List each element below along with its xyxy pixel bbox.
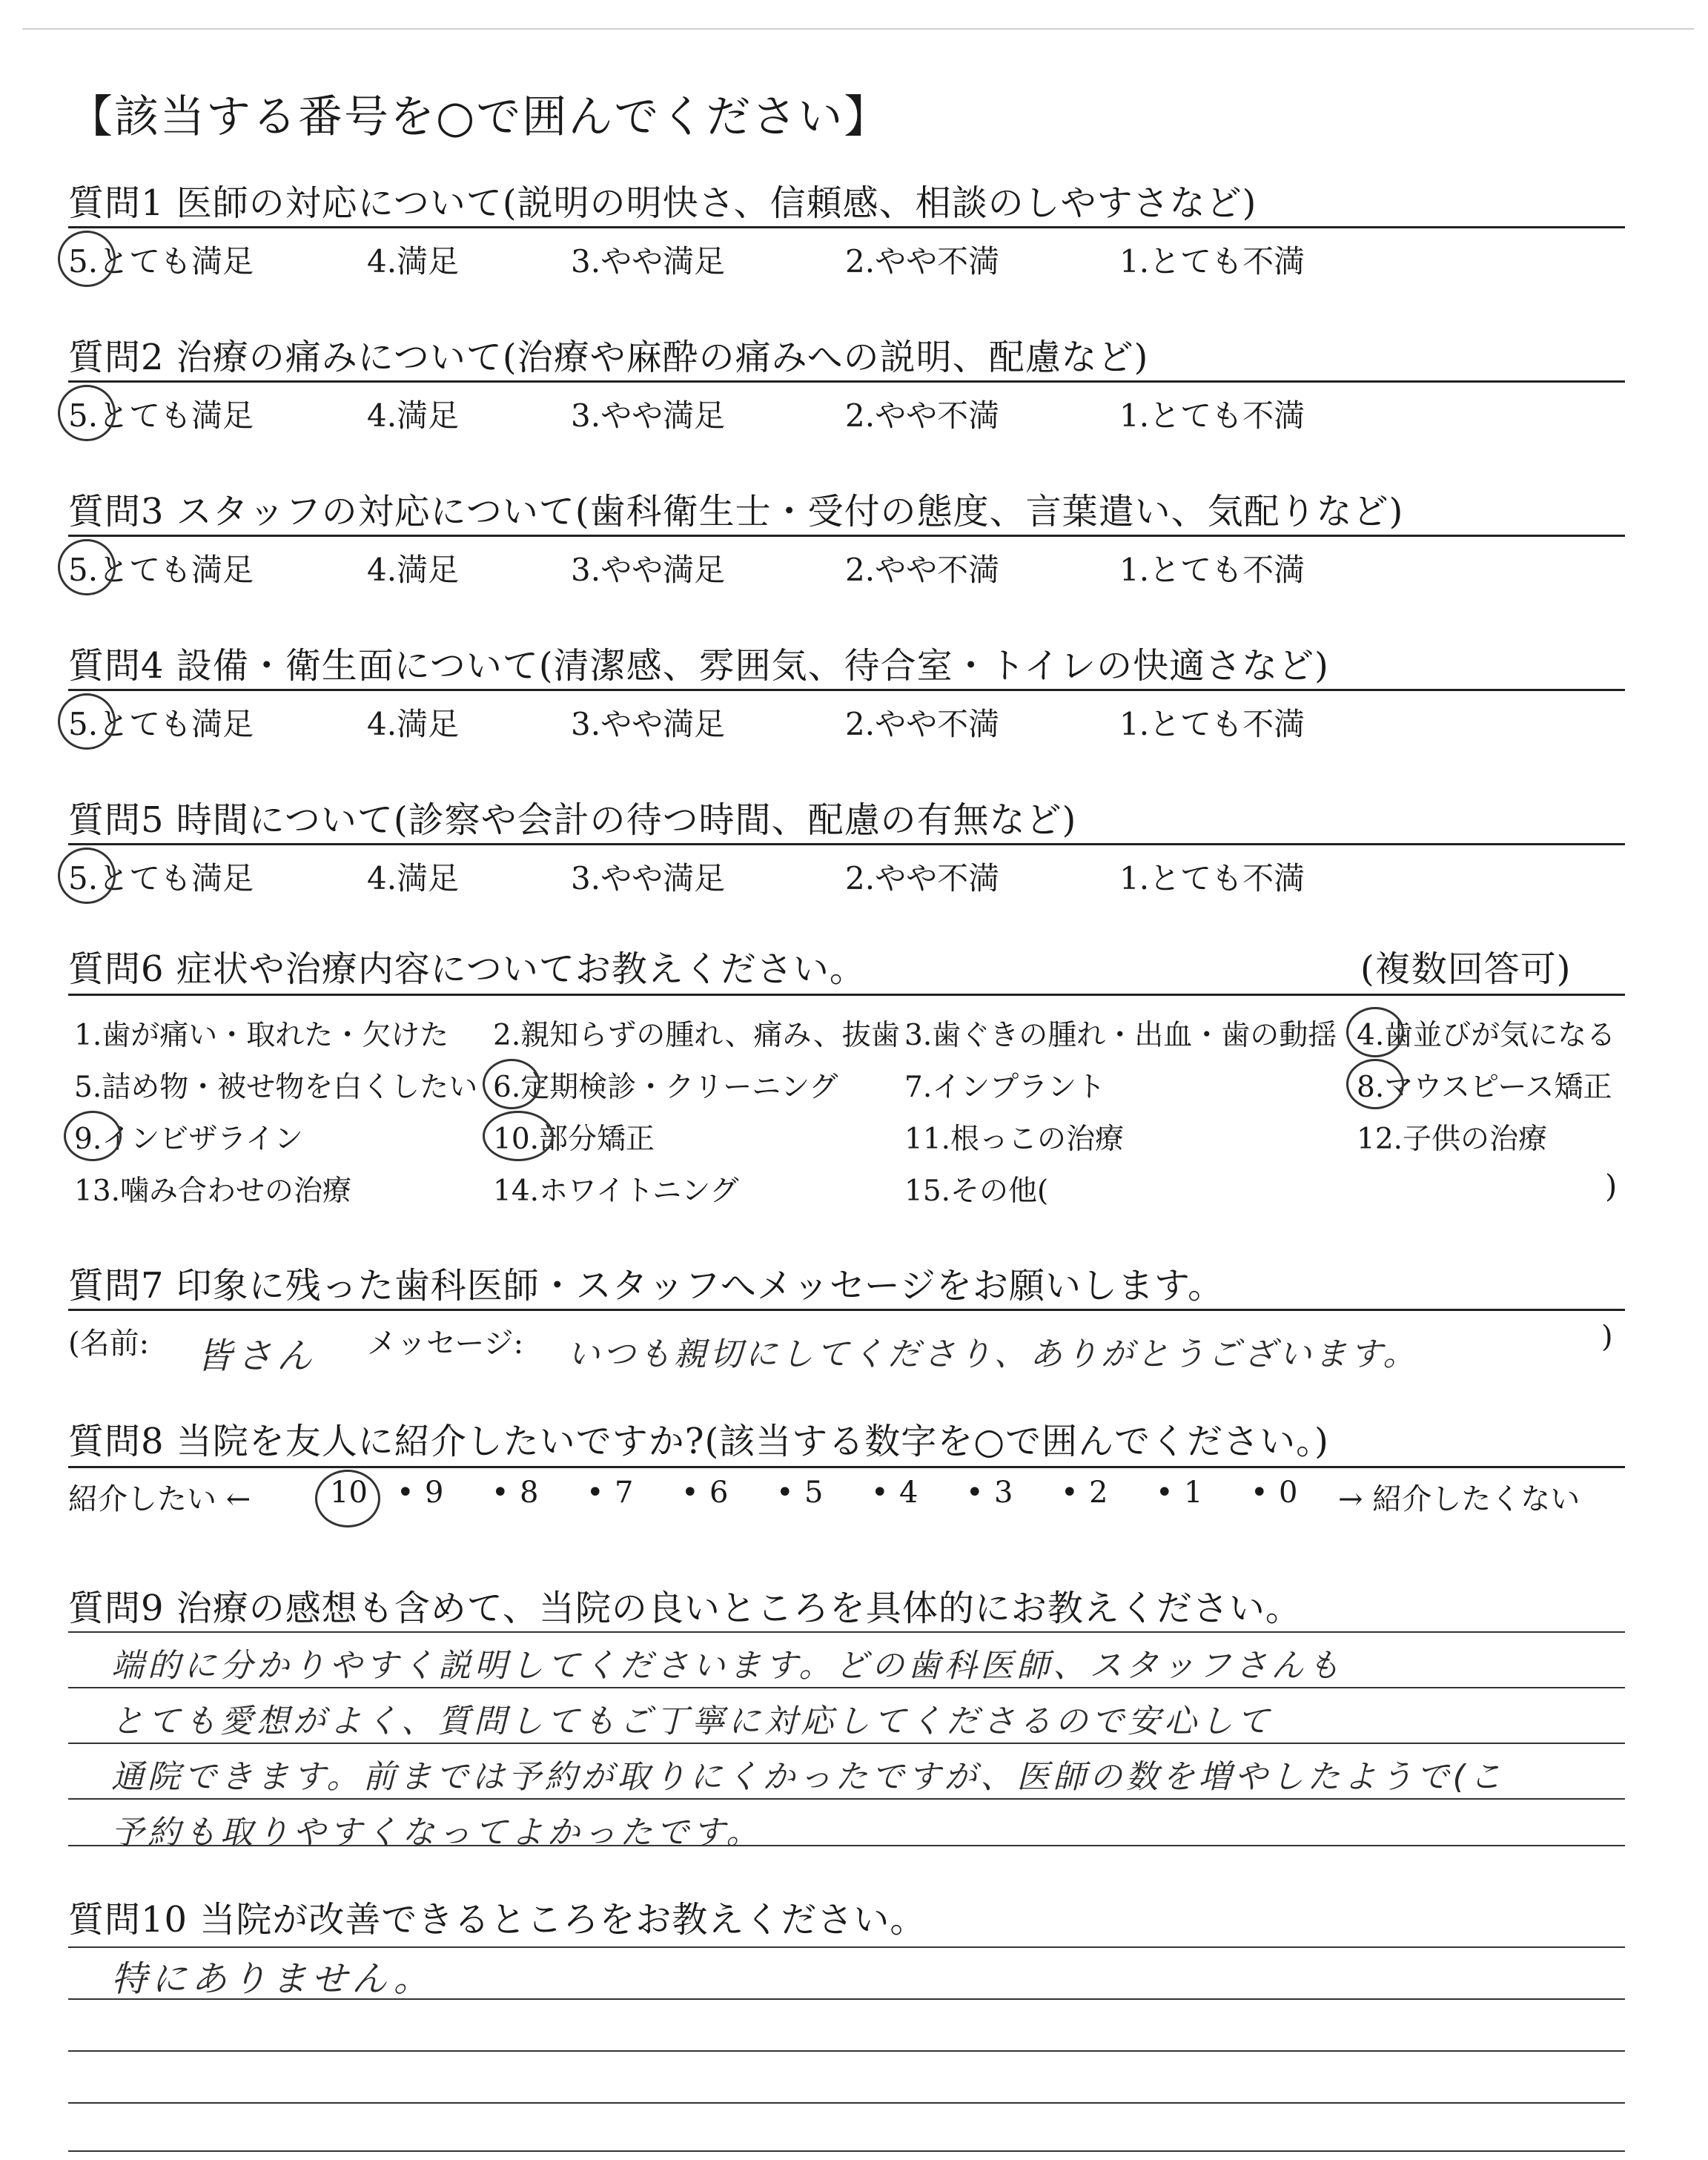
q6-option-13[interactable]: 13.噛み合わせの治療 <box>74 1175 352 1208</box>
q7-name-value[interactable]: 皆さん <box>196 1335 317 1377</box>
q6-option-4[interactable]: 4.歯並びが気になる <box>1357 1019 1616 1052</box>
q6-selected-circle-6 <box>483 1059 540 1109</box>
q7-close-paren: ) <box>1601 1320 1613 1354</box>
q6-option-14[interactable]: 14.ホワイトニング <box>493 1175 739 1208</box>
q8-scale-4[interactable]: 4 <box>899 1476 918 1510</box>
q2-option-1[interactable]: 1.とても不満 <box>1119 397 1305 434</box>
q1-option-5[interactable]: 5.とても満足 <box>68 243 254 280</box>
q2-option-5[interactable]: 5.とても満足 <box>68 397 254 434</box>
q8-scale-5[interactable]: 5 <box>804 1476 824 1510</box>
q7-title: 質問7 印象に残った歯科医師・スタッフへメッセージをお願いします。 <box>68 1265 1225 1307</box>
q10-answer-rule <box>68 2050 1625 2052</box>
q6-option-9[interactable]: 9.インビザライン <box>74 1123 304 1156</box>
q1-option-4[interactable]: 4.満足 <box>367 243 460 280</box>
scan-top-edge <box>22 28 1694 30</box>
q6-option-2[interactable]: 2.親知らずの腫れ、痛み、抜歯 <box>493 1019 900 1052</box>
q4-title: 質問4 設備・衛生面について(清潔感、雰囲気、待合室・トイレの快適さなど) <box>68 645 1329 687</box>
q8-scale-1[interactable]: 1 <box>1184 1476 1203 1510</box>
q8-title: 質問8 当院を友人に紹介したいですか?(該当する数字を○で囲んでください。) <box>68 1421 1329 1462</box>
q8-scale-8[interactable]: 8 <box>520 1476 539 1510</box>
q6-selected-circle-9 <box>64 1111 122 1161</box>
q8-scale-separator: • <box>586 1476 604 1510</box>
q5-option-3[interactable]: 3.やや満足 <box>571 860 726 896</box>
q5-rule <box>68 843 1625 845</box>
q2-selected-circle <box>58 385 116 441</box>
q6-option-6[interactable]: 6.定期検診・クリーニング <box>493 1071 838 1104</box>
q8-scale-10[interactable]: 10 <box>330 1476 368 1510</box>
q10-answer-line-1[interactable]: 特にありません。 <box>111 1958 434 2000</box>
q4-option-1[interactable]: 1.とても不満 <box>1119 706 1305 742</box>
q10-answer-rule <box>68 2150 1625 2152</box>
q1-rule <box>68 226 1625 228</box>
q5-option-2[interactable]: 2.やや不満 <box>845 860 1000 896</box>
q3-option-3[interactable]: 3.やや満足 <box>571 552 726 588</box>
q9-answer-line-3[interactable]: 通院できます。前までは予約が取りにくかったですが、医師の数を増やしたようで(こ <box>111 1758 1506 1796</box>
q6-selected-circle-4 <box>1346 1007 1404 1057</box>
q6-option-7[interactable]: 7.インプラント <box>904 1071 1106 1104</box>
q6-option-1[interactable]: 1.歯が痛い・取れた・欠けた <box>74 1019 449 1052</box>
q1-selected-circle <box>58 231 116 287</box>
q8-scale-separator: • <box>491 1476 509 1510</box>
q1-title: 質問1 医師の対応について(説明の明快さ、信頼感、相談のしやすさなど) <box>68 182 1257 224</box>
q9-answer-rule <box>68 1743 1625 1744</box>
q9-answer-line-2[interactable]: とても愛想がよく、質問してもご丁寧に対応してくださるので安心して <box>111 1702 1274 1740</box>
q8-scale-2[interactable]: 2 <box>1089 1476 1108 1510</box>
q8-scale-9[interactable]: 9 <box>425 1476 444 1510</box>
q8-scale-separator: • <box>681 1476 699 1510</box>
q1-option-1[interactable]: 1.とても不満 <box>1119 243 1305 280</box>
q3-rule <box>68 535 1625 537</box>
q3-option-1[interactable]: 1.とても不満 <box>1119 552 1305 588</box>
q3-option-5[interactable]: 5.とても満足 <box>68 552 254 588</box>
q5-title: 質問5 時間について(診察や会計の待つ時間、配慮の有無など) <box>68 799 1077 841</box>
q8-scale-separator: • <box>966 1476 984 1510</box>
q6-option-12[interactable]: 12.子供の治療 <box>1357 1123 1548 1156</box>
q4-option-5[interactable]: 5.とても満足 <box>68 706 254 742</box>
q6-other-close: ) <box>1605 1168 1618 1204</box>
q1-option-2[interactable]: 2.やや不満 <box>845 243 1000 280</box>
q3-title: 質問3 スタッフの対応について(歯科衛生士・受付の態度、言葉遣い、気配りなど) <box>68 491 1404 532</box>
q9-answer-rule <box>68 1687 1625 1688</box>
q7-message-label: メッセージ: <box>367 1327 524 1361</box>
q1-option-3[interactable]: 3.やや満足 <box>571 243 726 280</box>
q4-rule <box>68 689 1625 691</box>
q7-message-value[interactable]: いつも親切にしてくださり、ありがとうございます。 <box>567 1335 1419 1373</box>
q9-answer-line-4[interactable]: 予約も取りやすくなってよかったです。 <box>111 1814 763 1852</box>
q6-option-5[interactable]: 5.詰め物・被せ物を白くしたい <box>74 1071 478 1104</box>
q6-option-11[interactable]: 11.根っこの治療 <box>904 1123 1125 1156</box>
q5-option-1[interactable]: 1.とても不満 <box>1119 860 1305 896</box>
q2-option-4[interactable]: 4.満足 <box>367 397 460 434</box>
q8-selected-circle <box>315 1470 380 1527</box>
q7-name-label: (名前: <box>68 1327 150 1361</box>
q4-option-3[interactable]: 3.やや満足 <box>571 706 726 742</box>
q6-note: (複数回答可) <box>1360 948 1572 990</box>
q10-answer-rule <box>68 2102 1625 2104</box>
q8-left-label: 紹介したい ← <box>68 1482 251 1516</box>
q4-option-2[interactable]: 2.やや不満 <box>845 706 1000 742</box>
q6-selected-circle-8 <box>1346 1059 1404 1109</box>
q4-selected-circle <box>58 693 116 750</box>
q8-scale-0[interactable]: 0 <box>1279 1476 1298 1510</box>
q10-answer-rule <box>68 1946 1625 1948</box>
q8-scale-separator: • <box>1156 1476 1174 1510</box>
q5-option-4[interactable]: 4.満足 <box>367 860 460 896</box>
q10-title: 質問10 当院が改善できるところをお教えください。 <box>68 1899 927 1941</box>
q6-selected-circle-10 <box>483 1111 554 1161</box>
q8-scale-3[interactable]: 3 <box>994 1476 1013 1510</box>
q6-title: 質問6 症状や治療内容についてお教えください。 <box>68 948 866 990</box>
q8-rule <box>68 1466 1625 1468</box>
q2-title: 質問2 治療の痛みについて(治療や麻酔の痛みへの説明、配慮など) <box>68 337 1149 378</box>
page-heading: 【該当する番号を○で囲んでください】 <box>68 91 890 143</box>
q9-answer-rule <box>68 1798 1625 1800</box>
q8-scale-separator: • <box>397 1476 414 1510</box>
q6-option-3[interactable]: 3.歯ぐきの腫れ・出血・歯の動揺 <box>904 1019 1337 1052</box>
q4-option-4[interactable]: 4.満足 <box>367 706 460 742</box>
q8-scale-7[interactable]: 7 <box>615 1476 634 1510</box>
q2-option-3[interactable]: 3.やや満足 <box>571 397 726 434</box>
q8-scale-separator: • <box>776 1476 794 1510</box>
q6-option-10[interactable]: 10.部分矯正 <box>493 1123 655 1156</box>
q8-scale-6[interactable]: 6 <box>709 1476 729 1510</box>
q3-selected-circle <box>58 539 116 595</box>
q2-rule <box>68 380 1625 383</box>
q3-option-2[interactable]: 2.やや不満 <box>845 552 1000 588</box>
q9-answer-rule <box>68 1631 1625 1633</box>
q6-rule <box>68 994 1625 996</box>
q7-rule <box>68 1309 1625 1311</box>
q8-scale-separator: • <box>871 1476 889 1510</box>
q2-option-2[interactable]: 2.やや不満 <box>845 397 1000 434</box>
q8-scale-separator: • <box>1251 1476 1268 1510</box>
q8-right-label: → 紹介したくない <box>1338 1482 1580 1516</box>
q5-option-5[interactable]: 5.とても満足 <box>68 860 254 896</box>
q9-title: 質問9 治療の感想も含めて、当院の良いところを具体的にお教えください。 <box>68 1588 1302 1629</box>
q3-option-4[interactable]: 4.満足 <box>367 552 460 588</box>
q8-scale-separator: • <box>1061 1476 1079 1510</box>
q9-answer-line-1[interactable]: 端的に分かりやすく説明してくださいます。どの歯科医師、スタッフさんも <box>111 1647 1344 1685</box>
q6-option-15[interactable]: 15.その他( <box>904 1175 1049 1208</box>
q5-selected-circle <box>58 848 116 904</box>
q6-option-8[interactable]: 8.マウスピース矯正 <box>1357 1071 1612 1104</box>
